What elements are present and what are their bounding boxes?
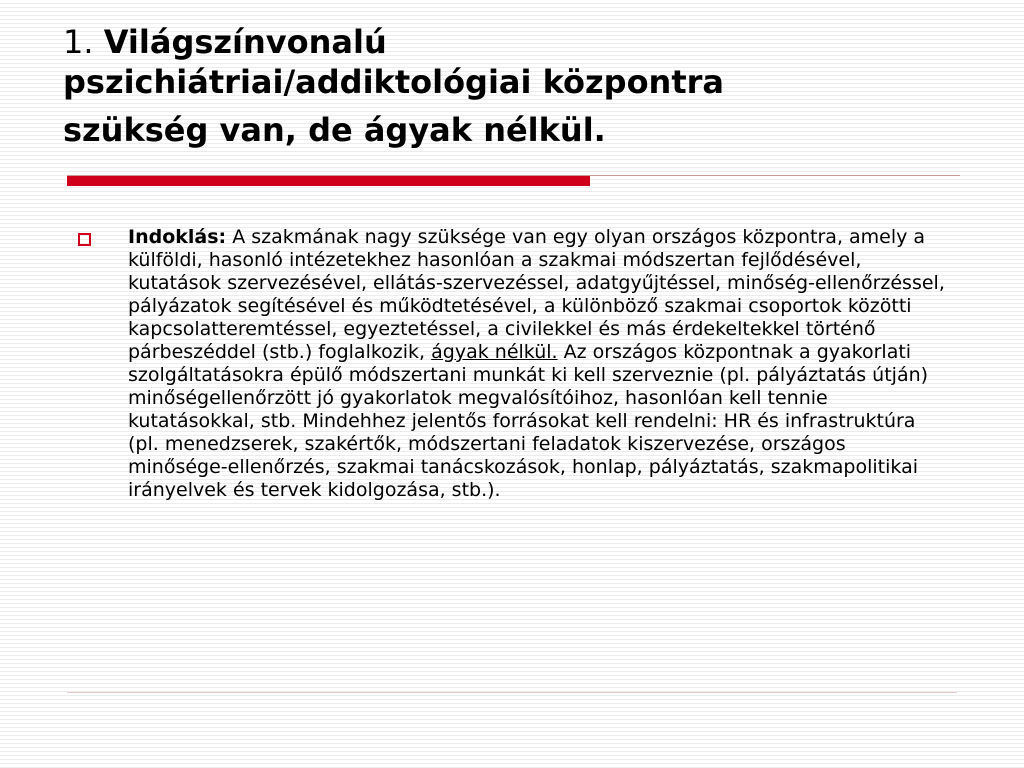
title-line-3: szükség van, de ágyak nélkül. [63,111,606,149]
bullet-paragraph [128,226,948,502]
title-number: 1. [63,23,94,61]
bullet-underlined-text: ágyak nélkül. [431,341,558,363]
title-accent-bar [67,176,590,186]
square-bullet-icon [78,233,91,246]
bullet-label: Indoklás: [128,226,227,248]
title-line-2: pszichiátriai/addiktológiai központra [63,63,724,101]
footer-divider-line [67,692,957,693]
bullet-text-before: A szakmának nagy szüksége van egy olyan országos központra, amely a külföldi, hasonló intézetekhez hasonlóan a szakmai módszertan fejlődésével, kutatások szervezésével, ellátás-szervezéssel, adatgyűjtéssel, minőség-ellenőrzéssel, pályázatok segítésével és működtetésével, a különböző szakmai csoportok közötti kapcsolatteremtéssel, egyeztetéssel, a civilekkel és más érdekeltekkel történő párbeszéddel (stb.) foglalkozik, [128,226,945,363]
title-line-1: Világszínvonalú [103,23,387,61]
bullet-text-after: Az országos központnak a gyakorlati szolgáltatásokra épülő módszertani munkát ki kell szerveznie (pl. pályáztatás útján) minőségellenőrzött jó gyakorlatok megvalósítóihoz, hasonlóan kell tennie kutatásokkal, stb. Mindehhez jelentős forrásokat kell rendelni: HR és infrastruktúra (pl. menedzserek, szakértők, módszertani feladatok kiszervezése, országos minősége-ellenőrzés, szakmai tanácskozások, honlap, pályáztatás, szakmapolitikai irányelvek és tervek kidolgozása, stb.). [128,341,929,501]
slide-title [63,22,983,150]
